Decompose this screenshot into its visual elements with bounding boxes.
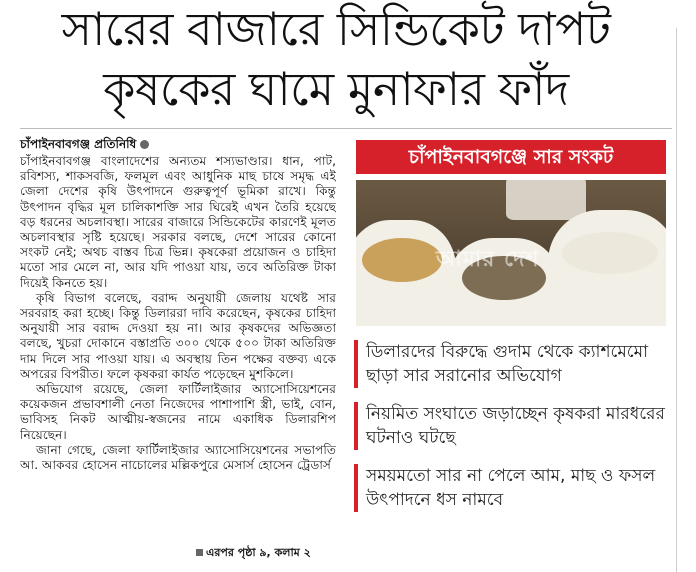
highlight-item: নিয়মিত সংঘাতে জড়াচ্ছেন কৃষকরা মারধরের ঘটনাও ঘটছে bbox=[354, 402, 672, 450]
grain-pile bbox=[362, 238, 442, 282]
byline bbox=[20, 136, 149, 156]
paragraph: অভিযোগ রয়েছে, জেলা ফার্টিলাইজার অ্যাসোসিয়েশনের কয়েকজন প্রভাবশালী নেতা নিজেদের পাশাপাশি স্ত্রী, ভাই, বোন, ভাবিসহ নিকট আত্মীয়-স্বজনের নামে একাধিক ডিলারশিপ নিয়েছেন। bbox=[20, 382, 336, 442]
paragraph: কৃষি বিভাগ বলেছে, বরাদ্দ অনুযায়ী জেলায় যথেষ্ট সার সরবরাহ করা হচ্ছে। কিন্তু ডিলাররা দাবি করেছেন, কৃষকের চাহিদা অনুযায়ী সার বরাদ্দ দেওয়া হয় না। আর কৃষকদের অভিজ্ঞতা বলছে, খুচরা দোকানে বস্তাপ্রতি ৩০০ থেকে ৫০০ টাকা অতিরিক্ত দাম দিলে সার পাওয়া যায়। এ অবস্থায় তিন পক্ষের বক্তব্য একে অপরের বিপরীত। ফলে কৃষকরা কার্যত পড়েছেন মুশকিলে। bbox=[20, 290, 336, 381]
paragraph: চাঁপাইনবাবগঞ্জ বাংলাদেশের অন্যতম শস্যভাণ্ডার। ধান, পাট, রবিশস্য, শাকসবজি, ফলমূল এবং আধুনিক মাছ চাষে সমৃদ্ধ এই জেলা দেশের কৃষি উৎপাদনে গুরুত্বপূর্ণ ভূমিকা রাখে। কিন্তু উৎপাদন বৃদ্ধির মূল চালিকাশক্তি সার ঘিরেই এখন তৈরি হয়েছে বড় ধরনের অচলাবস্থা। সারের বাজারে সিন্ডিকেটের কারণেই মূলত অচলাবস্থার সৃষ্টি হয়েছে। সরকার বলছে, দেশে সারের কোনো সংকট নেই; অথচ বাস্তব চিত্র ভিন্ন। কৃষকেরা প্রয়োজন ও চাহিদা মতো সার মেলে না, আর যদি পাওয়া যায়, তবে অতিরিক্ত টাকা দিয়েই কিনতে হয়। bbox=[20, 154, 336, 290]
grain-pile bbox=[562, 232, 658, 274]
paragraph: জানা গেছে, জেলা ফার্টিলাইজার অ্যাসোসিয়েশনের সভাপতি আ. আকবর হোসেন নাচোলের মল্লিকপুরে মেসার্স হোসেন ট্রেডার্স bbox=[20, 442, 336, 473]
highlight-item: সময়মতো সার না পেলে আম, মাছ ও ফসল উৎপাদনে ধস নামবে bbox=[354, 464, 672, 512]
article-body bbox=[20, 154, 336, 554]
sack-shape bbox=[506, 180, 586, 220]
bullet-icon bbox=[140, 140, 149, 149]
highlight-item: ডিলারদের বিরুদ্ধে গুদাম থেকে ক্যাশমেমো ছাড়া সার সরানোর অভিযোগ bbox=[354, 340, 672, 388]
adjacent-column-edge bbox=[676, 28, 696, 572]
section-banner: চাঁপাইনবাবগঞ্জে সার সংকট bbox=[356, 140, 666, 174]
highlights bbox=[354, 340, 672, 526]
square-icon bbox=[196, 549, 203, 556]
fertilizer-sacks-photo bbox=[356, 180, 666, 326]
continued-note bbox=[196, 544, 311, 563]
headline-line-1: সারের বাজারে সিন্ডিকেট দাপট bbox=[61, 2, 611, 56]
headline-line-2: কৃষকের ঘামে মুনাফার ফাঁদ bbox=[103, 62, 569, 116]
photo-watermark: আমার দেশ bbox=[436, 247, 540, 272]
byline-text: চাঁপাইনবাবগঞ্জ প্রতিনিধি bbox=[20, 137, 137, 151]
continued-text: এরপর পৃষ্ঠা ৯, কলাম ২ bbox=[206, 546, 311, 559]
headline-divider bbox=[20, 128, 672, 129]
